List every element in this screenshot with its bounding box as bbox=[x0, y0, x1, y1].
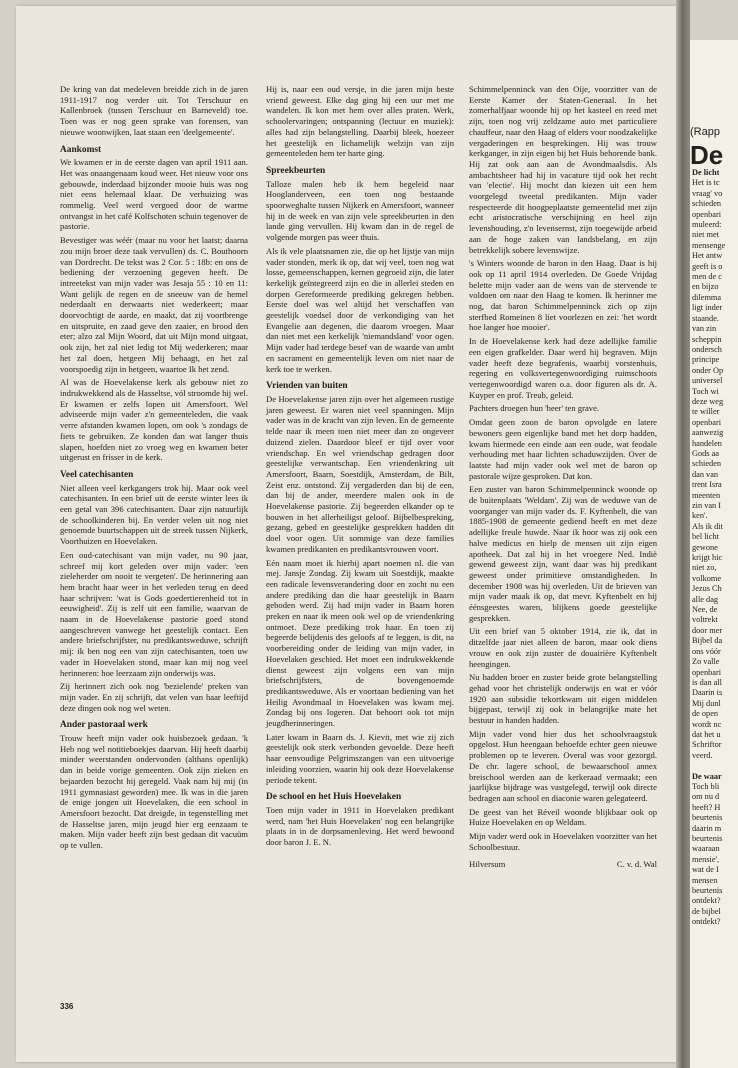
section-heading: Veel catechisanten bbox=[60, 469, 134, 480]
paragraph: Pachters droegen hun 'heer' ten grave. bbox=[469, 403, 600, 414]
adjacent-page-line: beurtenis bbox=[692, 886, 723, 896]
paragraph: Hij is, naar een oud versje, in die jaren mijn beste vriend geweest. Elke dag ging hij een uur met me wandelen. Ik kon met hem over alles praten. Werk, schoolervaringen; ontspanning (lectuur en muziek): alles had zijn belangstelling. Daarbij bleek, hoezeer het geestelijk en lichamelijk welzijn van zijn gemeenteleden hem ter harte ging. bbox=[266, 84, 454, 159]
adjacent-page-line: van zin bbox=[692, 324, 717, 334]
adjacent-page-line: Toch bli bbox=[692, 781, 720, 791]
adjacent-page-line: openbari bbox=[692, 209, 722, 219]
adjacent-page-line: Het antw bbox=[692, 251, 723, 261]
adjacent-page-line: men de c bbox=[692, 272, 722, 282]
adjacent-page-line: Jezus Ch bbox=[692, 584, 722, 594]
paragraph: Bevestiger was wéér (maar nu voor het laatst; daarna zou mijn broer deze taak vervullen) ds. C. Bouthoorn van Dordrecht. De tekst was 2 Cor. 5 : 18b: en ons de bediening der verzoening gegeven heeft. De intreetekst van mijn vader was Jesaja 55 : 10 en 11: Want gelijk de regen en de sneeuw van de hemel nederdaalt en derwaarts niet wederkeert; maar doorvochtigt de aarde, en maakt, dat zij voortbrenge en uitspruite, en zaad geve den zaaier, en brood den eter; alzo zal Mijn Woord, dat uit Mijn mond uitgaat, ook zijn, het zal niet ledig tot Mij wederkeren; maar het zal doen, hetgeen Mij behaagt, en het zal voorspoedig zijn in hetgeen, waartoe Ik het zend. bbox=[60, 235, 248, 374]
adjacent-page-line: de bijbel bbox=[692, 906, 721, 916]
adjacent-page-line: beurtenis bbox=[692, 834, 723, 843]
adjacent-page-line: niet met bbox=[692, 230, 719, 240]
adjacent-page-line: dilemma bbox=[692, 292, 722, 302]
paragraph: Zij herinnert zich ook nog 'bezielende' preken van mijn vader. En zij schrijft, dat velen van haar leeftijd deze dingen ook nog wel weten. bbox=[60, 681, 248, 713]
article-column-3 bbox=[469, 84, 657, 869]
adjacent-page-text bbox=[692, 168, 738, 928]
adjacent-page-line: Zo valle bbox=[692, 657, 720, 667]
adjacent-page-line: ligt inder bbox=[692, 303, 723, 313]
paragraph: Niet alleen veel kerkgangers trok hij. Maar ook veel catechisanten. In een brief uit de eerste winter lees ik een getal van 396 catechisanten. Daar zijn natuurlijk de schoolkinderen bij. En verder velen uit nog niet genoemde buurtschappen uit de streek tussen Nijkerk, Voorthuizen en Hoevelaken. bbox=[60, 482, 248, 547]
adjacent-page-line: mensie', bbox=[692, 854, 720, 864]
adjacent-page-line: Schriftor bbox=[692, 740, 722, 750]
paragraph: Al was de Hoevelakense kerk als gebouw niet zo indrukwekkend als de Hasseltse, vól stroomde hij wel. Er kwamen er zelfs lopen uit Amersfoort. Wel adviseerde mijn vader z'n gemeenteleden, die vaak verre afstanden kwamen lopen, om ook 's zondags de fiets te gebruiken. Ze konden dan wat langer thuis slapen, hoefden niet zo vroeg weg en kwamen beter uitgerust en frisser in de kerk. bbox=[60, 377, 248, 463]
adjacent-page-line: en bijzo bbox=[692, 282, 719, 292]
adjacent-page-line: om nu d bbox=[692, 792, 720, 802]
binding-gutter bbox=[676, 0, 690, 1068]
adjacent-page-line: daarin m bbox=[692, 823, 722, 833]
adjacent-page-line: niet zo, bbox=[692, 563, 717, 573]
adjacent-page-line: alle dag bbox=[692, 594, 719, 604]
adjacent-page-line: ondersch bbox=[692, 344, 722, 354]
paragraph: Schimmelpenninck van den Oije, voorzitter van de Eerste Kamer der Staten-Generaal. In het zomerhalfjaar woonde hij op het kasteel en reed met zijn, toen nog vrij zeldzame auto met particuliere chauffeur, naar den Haag of elders voor noodzakelijke vergaderingen en besprekingen. Hij was trouw kerkganger, in zijn eigen bij het Huis behorende bank. Hij zat ook aan aan de Avondmaalsdis. Als ambachtsheer had hij in vacature tijd ook het recht van 'electie'. Hij mocht dan kiezen uit een hem voorgelegd tweetal predikanten. Mijn vader respecteerde dit hoogpeplaatste gemeentelid met zijn echt aristocratische verschijning en heel zijn levenshouding, z'n levensernst, zijn toegewijde arbeid aan de hoge zaken van landsbelang, en zijn betrekkelijk sobere levenswijze. bbox=[469, 84, 657, 255]
paragraph: Toen mijn vader in 1911 in Hoevelaken predikant werd, nam 'het Huis Hoevelaken' nog een belangrijke plaats in in de dorpsamenleving. Het werd bewoond door baron J. E. N. bbox=[266, 805, 454, 848]
adjacent-page-line: dan van bbox=[692, 469, 719, 479]
adjacent-page-rapp-label: (Rapp bbox=[690, 126, 720, 138]
adjacent-page-line: De waar bbox=[692, 771, 722, 781]
adjacent-page-line: openbari bbox=[692, 417, 722, 427]
adjacent-page-line: Toch wi bbox=[692, 386, 719, 396]
adjacent-page-line: Mij dunl bbox=[692, 698, 721, 708]
adjacent-page-line: vraag' vo bbox=[692, 188, 723, 198]
adjacent-page-line: deze weg bbox=[692, 396, 724, 406]
page-number: 336 bbox=[60, 1002, 74, 1011]
adjacent-page-line: beurtenis bbox=[692, 813, 723, 823]
adjacent-page-line: ontdekt? bbox=[692, 917, 721, 927]
article-column-2 bbox=[266, 84, 454, 851]
adjacent-page-line: schieden bbox=[692, 199, 722, 209]
adjacent-page-line: veerd. bbox=[692, 750, 713, 760]
adjacent-page-line: is dan all bbox=[692, 677, 722, 687]
adjacent-page-line: volkome bbox=[692, 573, 722, 583]
paragraph: Als ik vele plaatsnamen zie, die op het lijstje van mijn vader stonden, merk ik op, dat wij veel, toen nog wat losse, gemeenschappen, kernen gegroeid zijn, die later kerkelijk geïntegreerd zijn en die in allerlei steden en dorpen Gereformeerde prediking gekregen hebben. Eerste doel was wel altijd het verschaffen van geestelijk voedsel door de verkondiging van het Evangelie aan degenen, die daarom vroegen. Maar dan niet met een kerkelijk 'niemandsland' voor ogen. Mijn vader had terdege besef van de waarde van ambt en sacrament en gemeentelijk leven om niet naar de kerk toe te werken. bbox=[266, 245, 454, 374]
paragraph: In de Hoevelakense kerk had deze adellijke familie een eigen grafkelder. Daar werd hij begraven. Mijn vader heeft deze begrafenis, waarbij vorstenhuis, regering en volksvertegenwoordiging ruimschoots vertegenwoordigd waren o.a. door figuren als dr. A. Kuyper en prof. Treub, geleid. bbox=[469, 336, 657, 400]
paragraph: We kwamen er in de eerste dagen van april 1911 aan. Het was onaangenaam koud weer. Het nieuw voor ons gebouwde, inderdaad bijzonder mooie huis was nog niet eens helemaal klaar. De verhuizing was rommelig. Veel werd vergoed door de warme ontvangst in het café Kolfschoten schuin tegenover de pastorie. bbox=[60, 157, 248, 232]
section-heading: Aankomst bbox=[60, 144, 102, 155]
adjacent-page-line: dat het u bbox=[692, 729, 721, 739]
paragraph: Een oud-catechisant van mijn vader, nu 90 jaar, schreef mij kort geleden over mijn vader: 'een zieleherder om nooit te vergeten'. De herinnering aan hem bracht haar weer in het verleden terug en deed haar schrijven: 'wat is Gods goedertierenheid tot in eeuwigheid'. Zij is zelf uit een familie, waarvan de naam in de Hoevelakense pastorie goed stond aangeschreven vanwege het geestelijk contact. Een andere briefschrijfster, nu predikantsweduwe, schrijft mij: ik ben nog een van zijn catechisanten, toen uw vader in Hoevelaken stond, maar kan mij nog veel herinneren: hoe leerzaam zijn onderwijs was. bbox=[60, 549, 248, 678]
adjacent-page-line: trent Isra bbox=[692, 480, 722, 490]
adjacent-page-line: heeft? H bbox=[692, 802, 721, 812]
paragraph: Mijn vader vond hier dus het schoolvraagstuk opgelost. Hun heengaan behoefde echter geen nieuwe problemen op te leveren. Overal was voor gezorgd. De chr. lagere school, de bewaarschool annex breischool werden aan de kerkeraad vermaakt; een jaarlijkse bijdrage was vastgelegd, terwijl ook directe bedragen aan school en diaconie waren gelegateerd. bbox=[469, 728, 657, 803]
adjacent-page-line: Nee, de bbox=[692, 605, 718, 615]
adjacent-page-line: ons vóór bbox=[692, 646, 721, 656]
paragraph: De Hoevelakense jaren zijn over het algemeen rustige jaren geweest. Er waren niet veel spanningen. Mijn vader was in de kracht van zijn leven. En de gemeente telde naar ik meen toen niet meer dan zo ongeveer duizend zielen. Daardoor bleef er tijd over voor vriendschap. En wel vriendschap gedragen door geestelijke verwantschap. Een vriendenkring uit Amersfoort, Baarn, Soestdijk, Amsterdam, de Bilt, Zeist enz. ontstond. Zij vergaderden dan bij de een, dan bij de ander, meerdere malen ook in de Hoevelakense pastorie. Zij begeerden elkander op te bouwen in het allerheiligst geloof. Bijbelbespreking, gezang, gebed en geestelijke gesprekken hadden dit doel voor ogen. Uit sommige van deze families kwamen predikanten en predikantsvrouwen voort. bbox=[266, 393, 454, 554]
adjacent-page-line: geeft is o bbox=[692, 261, 723, 271]
adjacent-page-line: onder Op bbox=[692, 365, 724, 375]
paragraph: Later kwam in Baarn ds. J. Kievit, met wie zij zich geestelijk ook sterk verbonden gevoelde. Deze heeft haar eenvoudige Pelgrimszangen van een uitvoerige inleiding voorzien, waarin hij ook deze Hoevelakense periode tekent. bbox=[266, 731, 454, 785]
adjacent-page-line: Bijbel da bbox=[692, 636, 723, 646]
signature-place: Hilversum bbox=[469, 858, 506, 869]
adjacent-page-line: aanwezig bbox=[692, 428, 724, 438]
adjacent-page-line: bel licht bbox=[692, 532, 719, 542]
paragraph: Omdat geen zoon de baron opvolgde en latere bewoners geen eigenlijke band met het dorp hadden, kwam hiermede een einde aan een oude, wat feodale verhouding met haar lichten schaduwzijden. Over de laatste had mijn vader ook wel met de baron op pastorale wijze gesproken. Dat kon. bbox=[469, 417, 657, 481]
signature bbox=[469, 859, 657, 870]
paragraph: Talloze malen heb ik hem begeleid naar Hooglanderveen, een toen nog bestaande spoorweghalte tussen Nijkerk en Amersfoort, wanneer hij in de week en van zijn vele spreekbeurten in den lande ging vervullen. Hij kwam dan in de regel de volgende morgen pas weer thuis. bbox=[266, 178, 454, 243]
adjacent-page-line: meenten bbox=[692, 490, 721, 500]
adjacent-page-line: De licht bbox=[692, 168, 720, 177]
adjacent-page-line: wat de I bbox=[692, 865, 719, 875]
section-heading: Ander pastoraal werk bbox=[60, 720, 148, 731]
adjacent-page-line: handelen bbox=[692, 438, 722, 448]
adjacent-page-line: Als ik dit bbox=[692, 521, 723, 531]
adjacent-page-line: ontdekt? bbox=[692, 896, 721, 906]
paragraph: Eén naam moet ik hierbij apart noemen nl. die van mej. Jansje Zondag. Zij kwam uit Soestdijk, maakte een radicale levensverandering door en zocht nu een andere prediking dan die haar geestelijk in Baarn geboden werd. Zij had mijn vader in Baarn horen preken en naar ik meen ook wel op de vriendenkring ontmoet. Deze prediking trok haar. En toen zij begeerde belijdenis des geloofs af te leggen, is dit, na voorbereiding onder de leiding van mijn vader, in Hoevelaken geschied. Het moet een indrukwekkende dienst geweest zijn volgens een van mijn briefschrijfsters, de bovengenoemde predikantsweduwe. Als er voortaan bediening van het Heilig Avondmaal in Hoevelaken was kwam mej. Zondag bij ons logeren. Dat behoort ook tot mijn jeugdherinneringen. bbox=[266, 557, 454, 729]
section-heading: Vrienden van buiten bbox=[266, 381, 348, 392]
paragraph: De geest van het Réveil woonde blijkbaar ook op Huize Hoevelaken en op Weldam. bbox=[469, 806, 657, 828]
adjacent-page-line: mensen bbox=[692, 875, 718, 885]
adjacent-page-line: waaraan bbox=[692, 844, 720, 854]
adjacent-page-line: scheppin bbox=[692, 334, 722, 344]
adjacent-page-line: door mer bbox=[692, 625, 723, 635]
section-heading: De school en het Huis Hoevelaken bbox=[266, 792, 402, 803]
adjacent-page-line: de open bbox=[692, 709, 719, 719]
paragraph: De kring van dat medeleven breidde zich in de jaren 1911-1917 nog verder uit. Tot Terschuur en Kallenbroek (tussen Terschuur en Barneveld) toe. Toen was er nog geen sprake van forensen, van nieuwe woonwijken, laat staan een 'deelgemeente'. bbox=[60, 84, 248, 137]
paragraph: 's Winters woonde de baron in den Haag. Daar is hij ook op 11 april 1914 overleden. De Goede Vrijdag belette mijn vader aan de wens van de stervende te voldoen om naar den Haag te komen. Ik herinner me nog, dat baron Schimmelpenninck zich op zijn sterfbed Romeinen 8 liet voorlezen en zei: 'het wordt hoe langer hoe mooier'. bbox=[469, 258, 657, 333]
paragraph: Een zuster van baron Schimmelpenninck woonde op de buitenplaats 'Weldam'. Zij was de weduwe van de voorganger van mijn vader ds. F. Kyftenbelt, die van 1885-1908 de gemeente gediend heeft en met deze adellijke freule huwde. Naar ik hoor was zij ook een halve medicus en hielp de mensen uit zijn eigen apotheek. Dat zal hij in het vroegere Ned. Indië gewend geweest zijn, want daar was hij predikant geweest onder primitieve omstandigheden. In december 1908 was hij overleden. Uit de brieven van mijn vader maak ik op, dat mevr. Kyftenbelt en hij éénsgeestes waren, blijkens goede geestelijke gesprekken. bbox=[469, 484, 657, 623]
adjacent-page-line bbox=[692, 761, 738, 771]
adjacent-page-line: muleerd: bbox=[692, 220, 722, 230]
adjacent-page-line: zin van I bbox=[692, 501, 722, 510]
adjacent-page-line: universel bbox=[692, 376, 723, 386]
adjacent-page-heading: De bbox=[690, 140, 724, 170]
adjacent-page-line: staande. bbox=[692, 313, 719, 323]
adjacent-page-line: te willer bbox=[692, 407, 720, 417]
adjacent-page-line: principe bbox=[692, 355, 720, 365]
adjacent-page-line: Gods aa bbox=[692, 448, 719, 458]
section-heading: Spreekbeurten bbox=[266, 165, 326, 176]
paragraph: Mijn vader werd ook in Hoevelaken voorzitter van het Schoolbestuur. bbox=[469, 831, 657, 852]
paragraph: Nu hadden broer en zuster beide grote belangstelling gehad voor het christelijk onderwijs en wat er vóór 1920 aan subsidie tekortkwam uit eigen middelen bijgepast, terwijl zij ook in belangrijke mate het bestuur in handen hadden. bbox=[469, 672, 657, 726]
paragraph: Uit een brief van 5 oktober 1914, zie ik, dat in ditzelfde jaar niet alleen de baron, maar ook diens vrouw en ook zijn zuster de douairière Kyftenbelt heengingen. bbox=[469, 626, 657, 669]
adjacent-page-line: krijgt hic bbox=[692, 553, 723, 563]
adjacent-page-line: ken'. bbox=[692, 511, 708, 521]
adjacent-page-line: wordt nc bbox=[692, 719, 722, 729]
adjacent-page-line: Het is tc bbox=[692, 178, 720, 188]
article-column-1 bbox=[60, 84, 248, 854]
adjacent-page-line: Daarin is bbox=[692, 688, 723, 698]
adjacent-page-line: voltrekt bbox=[692, 615, 718, 625]
adjacent-page-line: gewone bbox=[692, 542, 718, 552]
adjacent-page-line: mensenge bbox=[692, 240, 726, 250]
adjacent-page-line: schieden bbox=[692, 459, 722, 469]
signature-author: C. v. d. Wal bbox=[616, 858, 657, 869]
adjacent-page-fragment bbox=[690, 40, 738, 1068]
adjacent-page-line: openbari bbox=[692, 667, 722, 677]
paragraph: Trouw heeft mijn vader ook huisbezoek gedaan. 'k Heb nog wel notitieboekjes daarvan. Hij heeft daarbij minder weerstanden ondervonden (althans openlijk) dan in beide vorige gemeenten. Ook zijn zieken en bejaarden bezocht hij geregeld. Vaak nam hij mij (in 1911 gymnasiast geworden) mee. Ik was in die jaren de enige jongen uit Hoevelaken, die een school in Amersfoort bezocht. Dat dreigde, in tegenstelling met de Hasseltse jaren, mijn jeugd hier erg eenzaam te maken. Mijn vader heeft zijn best gedaan dit vacuüm op te vullen. bbox=[60, 733, 248, 851]
